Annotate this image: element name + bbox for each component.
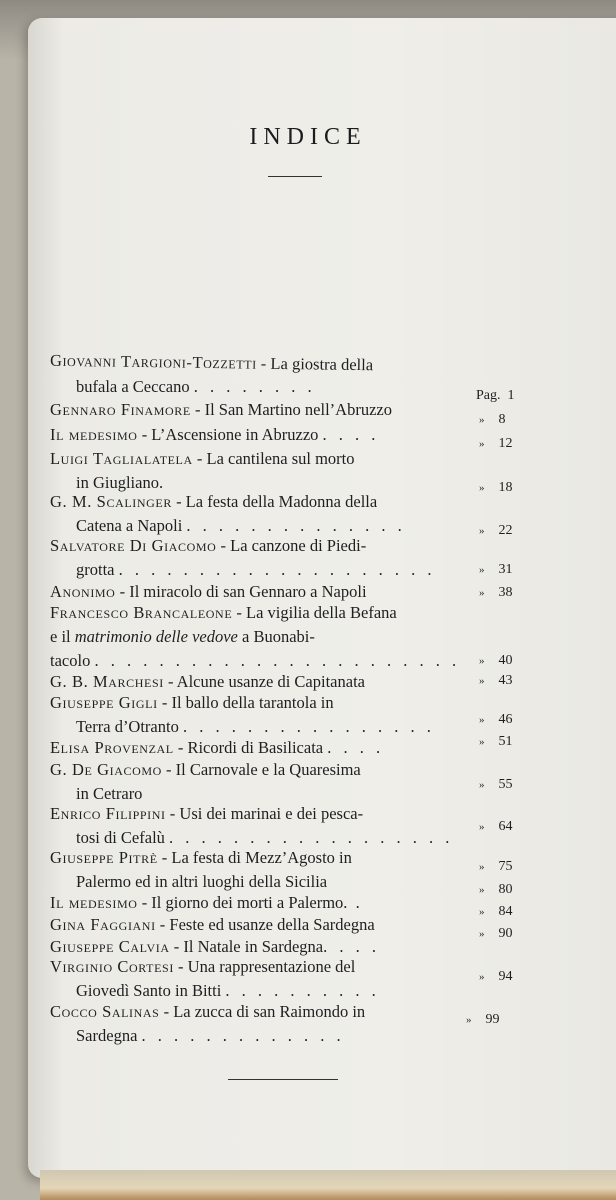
page-number	[479, 522, 513, 540]
page-number	[479, 584, 513, 602]
entry-title-cont: Terra d’Otranto	[76, 717, 179, 736]
entry-author: Gina Faggiani	[50, 915, 156, 934]
entry-title: - La vigilia della Befana	[236, 603, 397, 622]
page-value: 31	[498, 562, 513, 577]
ditto-mark: »	[479, 587, 485, 599]
entry-title-cont: Giovedì Santo in Bitti	[76, 981, 222, 1000]
ditto-mark: »	[479, 414, 485, 426]
entry-author: Giuseppe Gigli	[50, 693, 158, 712]
entry-author: Francesco Brancaleone	[50, 603, 233, 622]
ditto-mark: »	[479, 438, 485, 450]
entry-title-cont: tosi di Cefalù	[76, 828, 165, 847]
closing-rule	[228, 1079, 338, 1080]
ditto-mark: »	[479, 482, 485, 494]
entry-title: - L’Ascensione in Abruzzo	[141, 425, 319, 444]
page-number	[479, 903, 513, 921]
index-entry-title-line	[50, 603, 397, 623]
ditto-mark: »	[479, 736, 485, 748]
page-value: 43	[498, 673, 513, 688]
ditto-mark: »	[479, 906, 485, 918]
page-value: 40	[498, 653, 513, 668]
page-value: 12	[498, 436, 513, 451]
index-entry-continuation: tosi di Cefalù . . . . . . . . . . . . . . . . . .	[76, 828, 454, 847]
page-value: 99	[485, 1012, 500, 1027]
page-value: 51	[498, 734, 513, 749]
entry-author: Il medesimo	[50, 893, 138, 912]
page-title: INDICE	[249, 124, 367, 150]
entry-author: G. M. Scalinger	[50, 492, 172, 511]
page-number	[479, 652, 513, 670]
entry-author: Cocco Salinas	[50, 1002, 160, 1021]
index-entry-title-line: Giuseppe Calvia - Il Natale in Sardegna. . . .	[50, 937, 380, 956]
entry-title-italic: matrimonio delle vedove	[74, 627, 238, 646]
page-value: 18	[498, 480, 513, 495]
entry-author: Anonimo	[50, 582, 116, 601]
index-entry-continuation: bufala a Ceccano . . . . . . . .	[76, 377, 316, 396]
index-entry-continuation: in Giugliano.	[76, 473, 168, 492]
entry-author: Il medesimo	[50, 425, 138, 444]
ditto-mark: »	[479, 928, 485, 940]
page-number	[479, 711, 513, 729]
entry-author: Giovanni Targioni-Tozzetti	[49, 350, 257, 373]
index-entry-title-line: Elisa Provenzal - Ricordi di Basilicata . . . .	[50, 738, 385, 757]
page-number	[479, 968, 513, 986]
entry-title: - Il Carnovale e la Quaresima	[166, 760, 361, 779]
entry-title-cont: in Giugliano	[76, 473, 159, 492]
index-entry-title-line	[50, 672, 365, 692]
index-entry-title-line	[50, 536, 366, 556]
entry-title: - La giostra della	[260, 353, 374, 375]
ditto-mark: »	[479, 971, 485, 983]
page-number	[466, 1011, 500, 1029]
page-value: 94	[498, 969, 513, 984]
page-value: 22	[498, 523, 513, 538]
index-entry-title-line	[50, 582, 367, 602]
entry-title: - La cantilena sul morto	[196, 449, 355, 468]
page-number	[479, 479, 513, 497]
entry-title: - Il giorno dei morti a Palermo.	[141, 893, 348, 912]
entry-title-cont: Sardegna	[76, 1026, 138, 1045]
page-value: 8	[498, 412, 506, 427]
entry-author: Giuseppe Calvia	[50, 937, 170, 956]
ditto-mark: »	[479, 821, 485, 833]
entry-title: - La canzone di Piedi-	[220, 536, 367, 555]
page-value: 84	[498, 904, 513, 919]
index-entry-title-line	[50, 1002, 365, 1022]
entry-title-cont: Catena a Napoli	[76, 516, 183, 535]
index-entry-title-line	[50, 804, 363, 824]
page-number	[479, 818, 513, 836]
index-entry-title-line	[50, 848, 352, 868]
index-entry-continuation: Giovedì Santo in Bitti . . . . . . . . . .	[76, 981, 380, 1000]
entry-title-cont: grotta	[76, 560, 115, 579]
entry-title: - Usi dei marinai e dei pesca-	[169, 804, 364, 823]
entry-title-cont: in Cetraro	[76, 784, 143, 803]
ditto-mark: »	[479, 564, 485, 576]
page-value: 90	[498, 926, 513, 941]
index-entry-continuation: Sardegna . . . . . . . . . . . . .	[76, 1026, 345, 1045]
entry-author: Gennaro Finamore	[50, 400, 191, 419]
index-entry-title-line	[50, 957, 355, 977]
index-entry-title-line	[50, 693, 334, 713]
entry-title-cont: Palermo ed in altri luoghi della Sicilia	[76, 872, 328, 891]
index-entry-title-line	[50, 449, 355, 469]
entry-title: - La festa della Madonna della	[176, 492, 378, 511]
page-number	[479, 672, 513, 690]
index-entry-continuation	[76, 872, 327, 892]
index-entry-title-line	[50, 760, 361, 780]
ditto-mark: »	[479, 884, 485, 896]
page-value: 75	[498, 859, 513, 874]
entry-title-cont: tacolo	[50, 651, 91, 670]
entry-author: Enrico Filippini	[50, 804, 166, 823]
ditto-mark: »	[466, 1014, 472, 1026]
index-entry-title-line	[50, 351, 373, 376]
page-value: 55	[498, 777, 513, 792]
entry-title: - Il ballo della tarantola in	[161, 693, 334, 712]
index-entry-continuation	[50, 627, 315, 647]
page-number	[479, 411, 506, 429]
page-value: 38	[498, 585, 513, 600]
index-entry-continuation	[76, 784, 142, 804]
ditto-mark: »	[479, 714, 485, 726]
page-number	[476, 387, 515, 405]
entry-title: - La zucca di san Raimondo in	[163, 1002, 366, 1021]
index-entry-title-line	[50, 915, 375, 935]
entry-title: - Alcune usanze di Capitanata	[167, 672, 365, 691]
index-entry-title-line	[50, 400, 392, 420]
entry-title: - Una rappresentazione del	[178, 957, 356, 976]
index-entry-title-line: Il medesimo - Il giorno dei morti a Palermo. .	[50, 893, 364, 912]
page-number	[479, 858, 513, 876]
entry-author: Salvatore Di Giacomo	[50, 536, 217, 555]
page-number	[479, 776, 513, 794]
entry-title-cont: a Buonabi-	[237, 627, 315, 646]
ditto-mark: »	[479, 525, 485, 537]
entry-title-cont: bufala a Ceccano	[76, 377, 190, 396]
index-entry-continuation: Terra d’Otranto . . . . . . . . . . . . . . . .	[76, 717, 435, 736]
ditto-mark: »	[479, 675, 485, 687]
page-number	[479, 925, 513, 943]
index-entry-title-line: Il medesimo - L’Ascensione in Abruzzo . . . .	[50, 425, 380, 444]
page-value: 80	[498, 882, 513, 897]
entry-author: G. B. Marchesi	[50, 672, 164, 691]
entry-title: - La festa di Mezz’Agosto in	[161, 848, 352, 867]
entry-title: - Il miracolo di san Gennaro a Napoli	[119, 582, 367, 601]
page-number	[479, 881, 513, 899]
ditto-mark: »	[479, 861, 485, 873]
entry-author: G. De Giacomo	[50, 760, 162, 779]
ditto-mark: »	[479, 779, 485, 791]
entry-author: Elisa Provenzal	[50, 738, 174, 757]
page-value: 64	[498, 819, 513, 834]
page-value: 46	[498, 712, 513, 727]
entry-author: Virginio Cortesi	[50, 957, 174, 976]
entry-title: - Ricordi di Basilicata	[177, 738, 324, 757]
entry-author: Luigi Taglialatela	[50, 449, 193, 468]
page-number	[479, 561, 513, 579]
entry-title: - Feste ed usanze della Sardegna	[159, 915, 375, 934]
entry-title: - Il San Martino nell’Abruzzo	[194, 400, 392, 419]
page-prefix: Pag.	[476, 388, 501, 403]
entry-title-cont: e il	[50, 627, 75, 646]
entry-author: Giuseppe Pitrè	[50, 848, 158, 867]
entry-title: - Il Natale in Sardegna	[173, 937, 324, 956]
ditto-mark: »	[479, 655, 485, 667]
index-entry-continuation: grotta . . . . . . . . . . . . . . . . . . . .	[76, 560, 436, 579]
index-entry-continuation: tacolo . . . . . . . . . . . . . . . . . . . . . . .	[50, 651, 461, 670]
index-entry-title-line	[50, 492, 377, 512]
page-number	[479, 733, 513, 751]
index-entry-continuation: Catena a Napoli . . . . . . . . . . . . . .	[76, 516, 406, 535]
page-number	[479, 435, 513, 453]
page-value: 1	[507, 388, 515, 403]
